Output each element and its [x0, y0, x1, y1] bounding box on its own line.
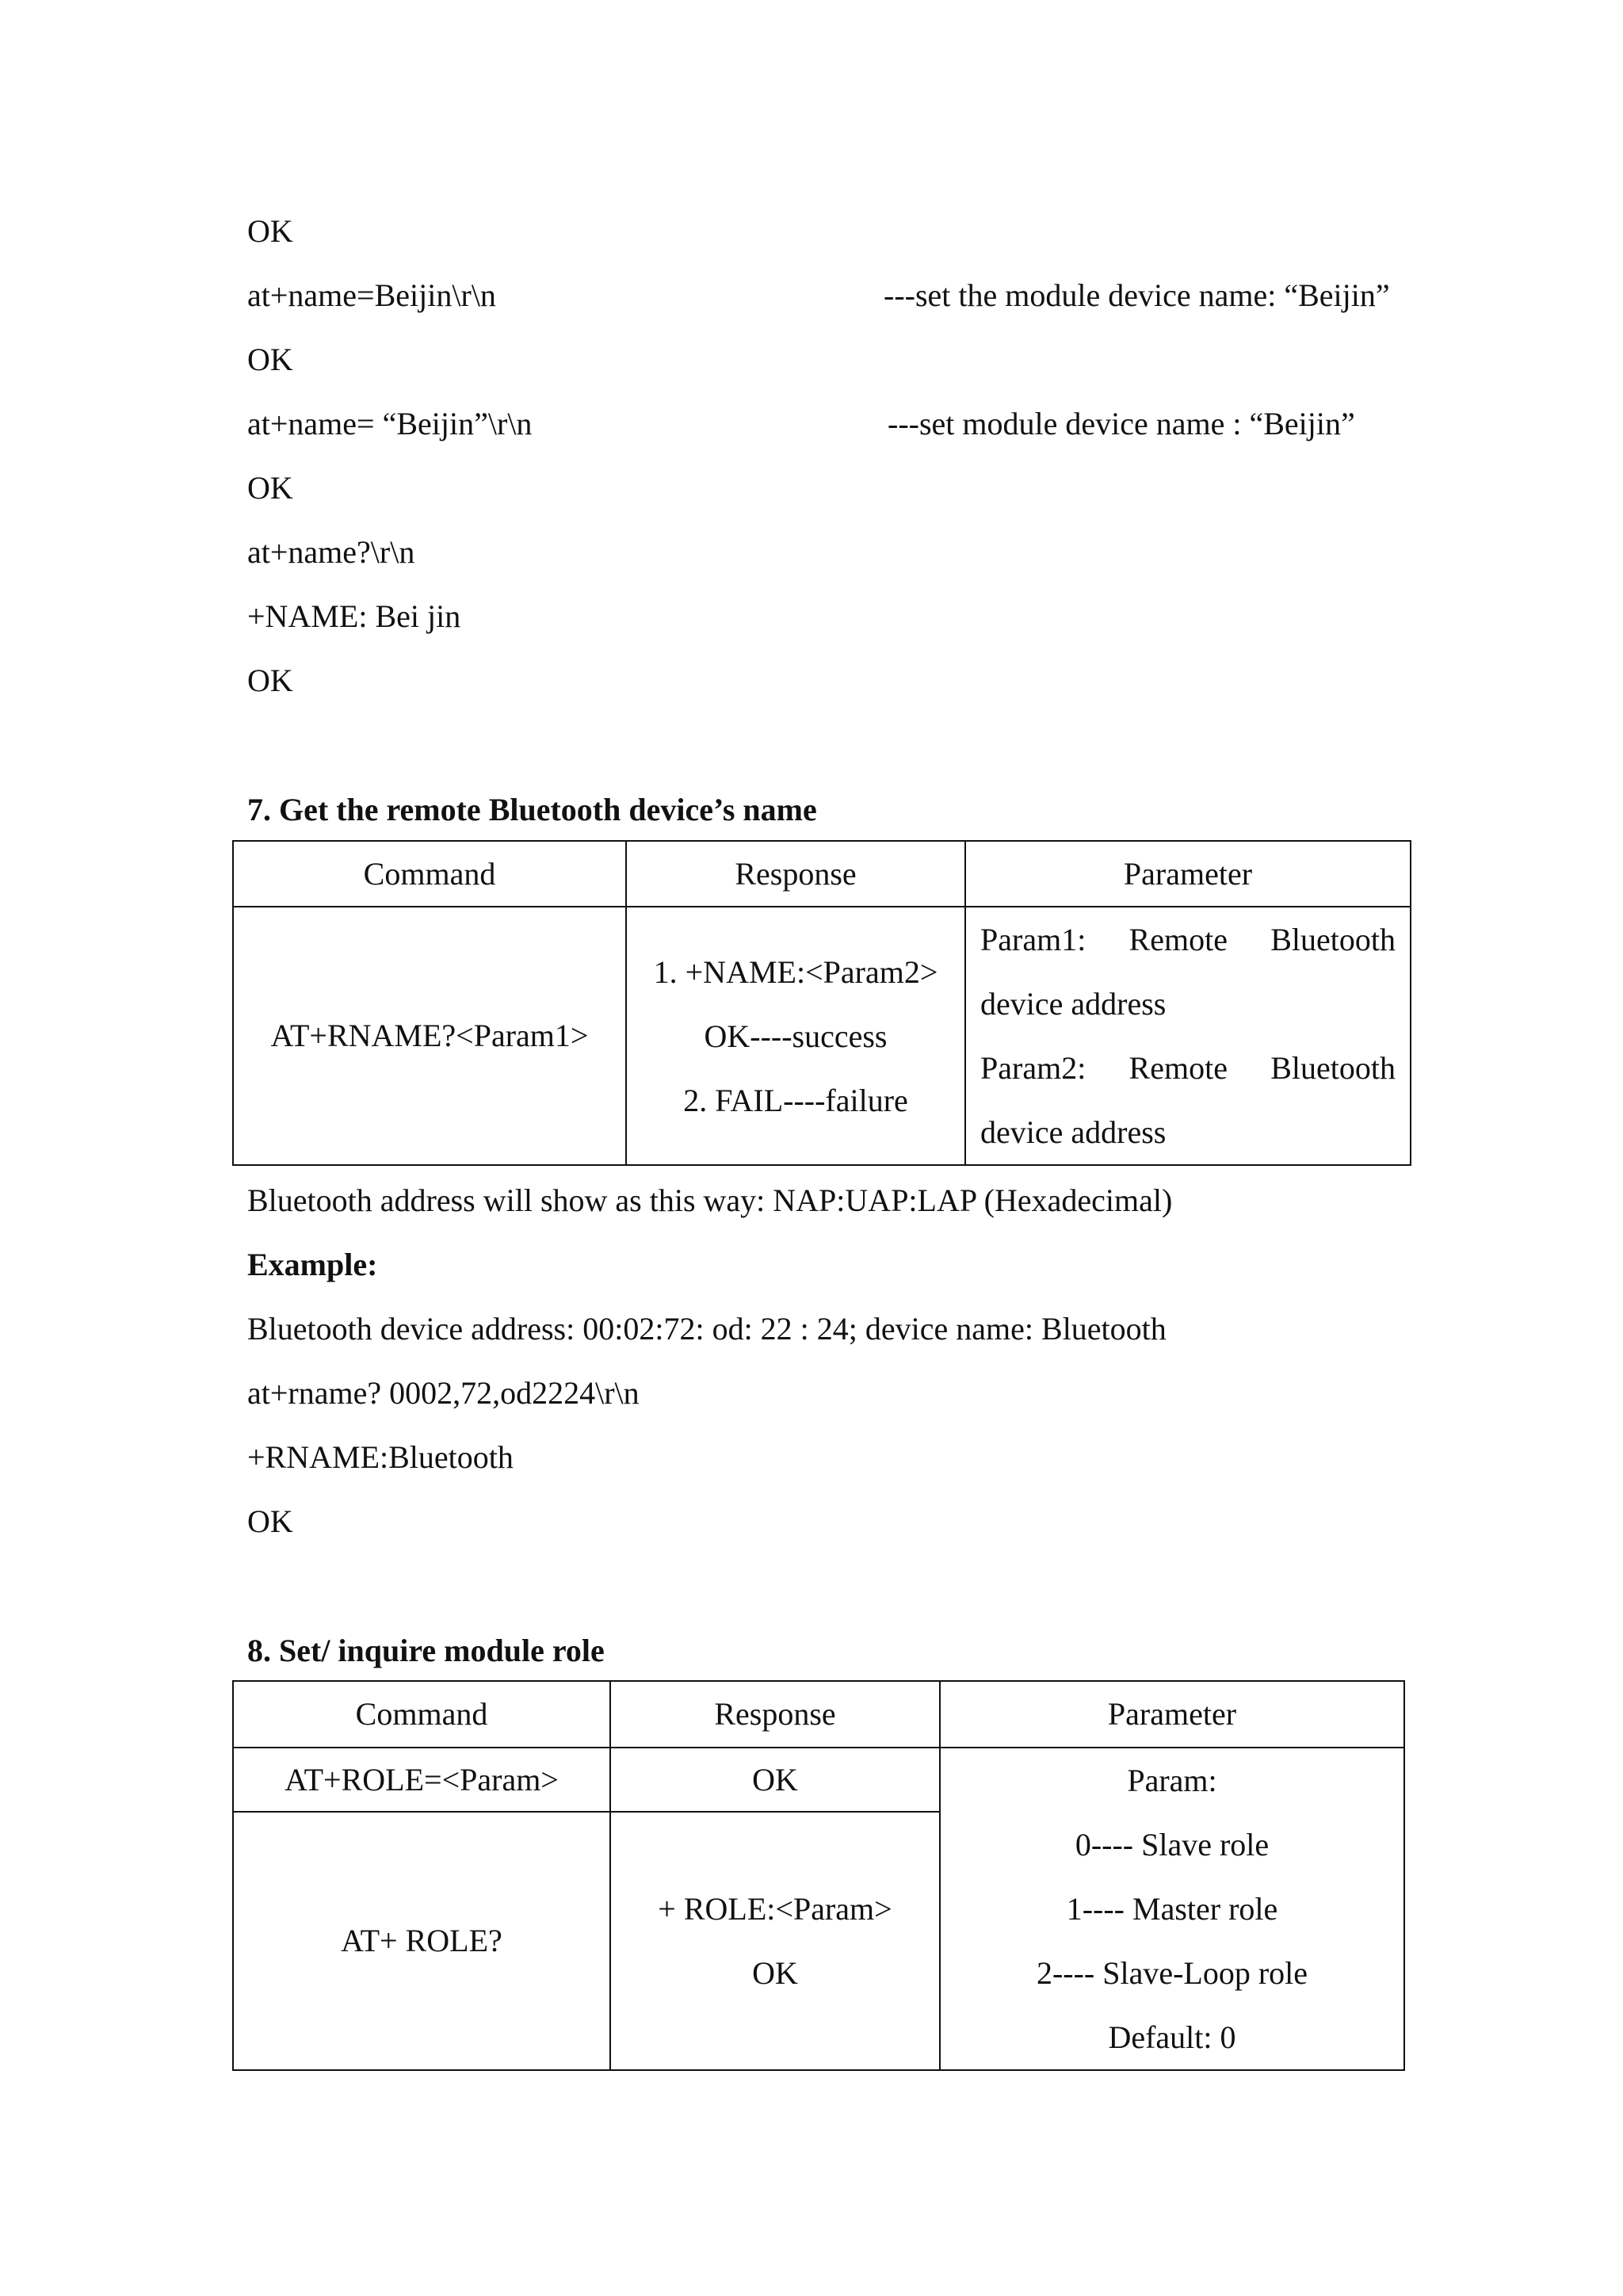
param1-line: Param1: Remote Bluetooth	[980, 922, 1396, 957]
parameter-line: 0---- Slave role	[1075, 1827, 1270, 1862]
command-cell: AT+ROLE=<Param>	[233, 1748, 610, 1812]
response-cell: OK	[610, 1748, 940, 1812]
param1-continuation: device address	[980, 986, 1167, 1022]
rname-command-table	[232, 840, 1411, 1166]
response-ok-line: OK	[247, 213, 293, 249]
header-parameter: Parameter	[940, 1681, 1404, 1748]
param2-continuation: device address	[980, 1114, 1167, 1150]
example-line: Bluetooth device address: 00:02:72: od: 22 : 24; device name: Bluetooth	[247, 1311, 1167, 1347]
section-heading: 8. Set/ inquire module role	[247, 1633, 605, 1668]
address-format-note: Bluetooth address will show as this way: NAP:UAP:LAP (Hexadecimal)	[247, 1182, 1173, 1218]
response-line: +NAME: Bei jin	[247, 598, 461, 634]
parameter-line: Param:	[1127, 1763, 1217, 1798]
table-header-row	[233, 1681, 1404, 1748]
table-row	[233, 1748, 1404, 1812]
response-cell	[626, 907, 965, 1165]
parameter-line: 2---- Slave-Loop role	[1036, 1955, 1308, 1991]
response-ok-line: OK	[247, 663, 293, 698]
header-parameter: Parameter	[965, 841, 1411, 907]
comment-note: ---set module device name : “Beijin”	[888, 406, 1355, 441]
example-label: Example:	[247, 1247, 378, 1282]
command-cell: AT+RNAME?<Param1>	[233, 907, 626, 1165]
parameter-line: 1---- Master role	[1066, 1891, 1278, 1927]
response-ok-line: OK	[247, 470, 293, 506]
example-line: OK	[247, 1503, 293, 1539]
table-row	[233, 907, 1411, 1165]
response-line: 1. +NAME:<Param2>	[653, 953, 938, 990]
command-cell: AT+ ROLE?	[233, 1812, 610, 2070]
parameter-cell	[965, 907, 1411, 1165]
header-command: Command	[233, 1681, 610, 1748]
section-heading: 7. Get the remote Bluetooth device’s name	[247, 792, 817, 827]
comment-note: ---set the module device name: “Beijin”	[884, 277, 1390, 313]
header-response: Response	[626, 841, 965, 907]
response-line: 2. FAIL----failure	[683, 1082, 908, 1118]
role-command-table	[232, 1680, 1405, 2071]
response-line: OK	[752, 1955, 798, 1992]
example-line: +RNAME:Bluetooth	[247, 1439, 514, 1475]
example-line: at+rname? 0002,72,od2224\r\n	[247, 1375, 640, 1411]
response-ok-line: OK	[247, 342, 293, 377]
response-line: + ROLE:<Param>	[658, 1891, 892, 1927]
command-line: at+name?\r\n	[247, 534, 415, 570]
response-line: OK----success	[704, 1018, 888, 1054]
parameter-line: Default: 0	[1108, 2019, 1236, 2055]
param2-line: Param2: Remote Bluetooth	[980, 1050, 1396, 1086]
header-command: Command	[233, 841, 626, 907]
response-cell	[610, 1812, 940, 2070]
header-response: Response	[610, 1681, 940, 1748]
table-header-row	[233, 841, 1411, 907]
command-line: at+name= “Beijin”\r\n	[247, 406, 533, 441]
parameter-cell	[940, 1748, 1404, 2070]
command-line: at+name=Beijin\r\n	[247, 277, 496, 313]
